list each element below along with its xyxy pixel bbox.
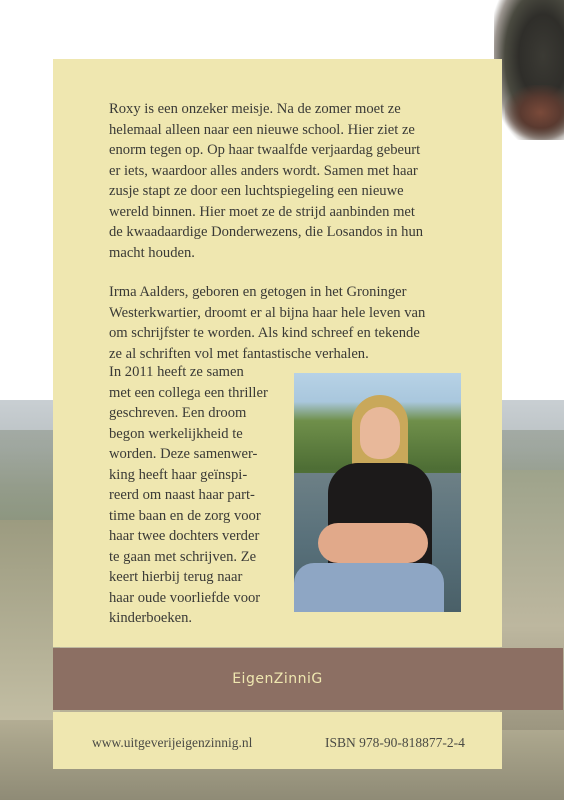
bio-line: kinderboeken.	[109, 610, 193, 626]
bio-line: Irma Aalders, geboren en getogen in het Groninger	[109, 284, 407, 300]
bio-line: Westerkwartier, droomt er al bijna haar hele leven van	[109, 304, 426, 321]
bio-line: In 2011 heeft ze samen	[109, 364, 244, 380]
blurb-line: Roxy is een onzeker meisje. Na de zomer moet ze	[109, 101, 401, 117]
photo-face	[360, 407, 400, 459]
background-dune-left	[0, 520, 60, 720]
blurb-line: zusje stapt ze door een luchtspiegeling een nieuwe	[109, 183, 404, 199]
photo-arms	[318, 523, 428, 563]
author-photo	[294, 373, 461, 612]
bio-line: reerd om naast haar part-	[109, 487, 255, 503]
bio-line: keert hierbij terug naar	[109, 569, 243, 585]
author-bio-continued	[109, 362, 287, 629]
bio-line: om schrijfster te worden. Als kind schreef en tekende	[109, 325, 420, 341]
bio-line: ze al schriften vol met fantastische verhalen.	[109, 345, 369, 362]
bio-line: haar oude voorliefde voor	[109, 589, 261, 606]
bio-line: met een collega een thriller	[109, 384, 268, 401]
book-blurb	[109, 99, 487, 263]
bio-line: haar twee dochters verder	[109, 528, 260, 544]
bio-line: king heeft haar geïnspi-	[109, 466, 248, 483]
brush-stroke-accent	[505, 85, 564, 140]
publisher-website: www.uitgeverijeigenzinnig.nl	[92, 735, 253, 750]
blurb-line: enorm tegen op. Op haar twaalfde verjaardag gebeurt	[109, 142, 421, 158]
bio-line: time baan en de zorg voor	[109, 507, 261, 524]
blurb-line: macht houden.	[109, 244, 195, 261]
bio-line: te gaan met schrijven. Ze	[109, 548, 257, 565]
blurb-line: wereld binnen. Hier moet ze de strijd aanbinden met	[109, 203, 415, 220]
bio-line: begon werkelijkheid te	[109, 425, 243, 442]
author-bio-intro	[109, 282, 489, 364]
blurb-line: helemaal alleen naar een nieuwe school. Hier ziet ze	[109, 121, 415, 138]
blurb-line: er iets, waardoor alles anders wordt. Samen met haar	[109, 162, 418, 179]
isbn-number: ISBN 978-90-818877-2-4	[325, 735, 465, 750]
bio-line: worden. Deze samenwer-	[109, 446, 258, 462]
bio-line: geschreven. Een droom	[109, 405, 247, 421]
publisher-logo-text: EigenZinniG	[232, 671, 323, 687]
blurb-line: de kwaadaardige Donderwezens, die Losandos in hun	[109, 224, 424, 240]
photo-jeans	[294, 563, 444, 612]
